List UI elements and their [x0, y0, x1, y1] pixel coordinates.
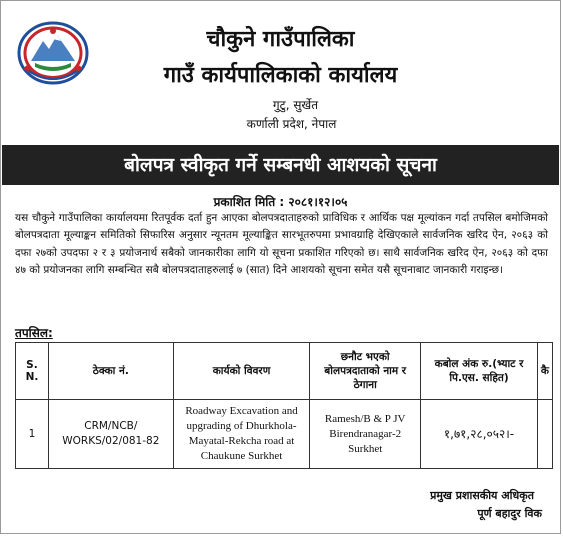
- details-section-title: तपसिल:: [15, 326, 53, 340]
- notice-body: यस चौकुने गाउँपालिका कार्यालयमा रितपूर्वक दर्ता हुन आएका बोलपत्रदाताहरुको प्राविधिक र आर्थिक पक्ष मूल्यांकन गर्दा तपसिल बमोजिमको बोलपत्रदाता मूल्याङ्कन समितिको सिफारिस अनुसार न्यूनतम मूल्याङ्कित सारभूतरुपमा प्रभावग्राहि देखिएकाले सार्वजनिक खरिद ऐन, २०६३ को दफा २७को उपदफा २ र ३ प्रयोजनार्थ सबैको जानकारीका लागि यो सूचना प्रकाशित गरिएको छ। साथै सार्वजनिक खरिद ऐन, २०६३ को दफा ४७ को प्रयोजनका लागि सम्बन्धित सबै बोलपत्रदाताहरुलाई ७ (सात) दिने आशयको सूचना समेत यसै सूचनाबाट जानकारी गराइन्छ।: [15, 212, 548, 276]
- office-subtitle: गाउँ कार्यपालिकाको कार्यालय: [163, 63, 398, 88]
- cell-bid-amount: १,७१,२८,०५२।-: [421, 400, 538, 469]
- header-sn: S. N.: [16, 343, 49, 400]
- signatory-name: पूर्ण बहादुर विक: [477, 507, 542, 520]
- office-name: चौकुने गाउँपालिका: [206, 27, 355, 52]
- header-bidder: छनौट भएको बोलपत्रदाताको नाम र ठेगाना: [310, 343, 421, 400]
- cell-contract-no: CRM/NCB/ WORKS/02/081-82: [48, 400, 173, 469]
- address-line-2: कर्णाली प्रदेश, नेपाल: [246, 117, 337, 131]
- cell-work-description: Roadway Excavation and upgrading of Dhurkhola- Mayatal-Rekcha road at Chaukune Surkhet: [173, 400, 310, 469]
- cell-remarks: [537, 400, 552, 469]
- cell-bidder: Ramesh/B & P JV Birendranagar-2 Surkhet: [310, 400, 421, 469]
- header-contract-no: ठेक्का नं.: [48, 343, 173, 400]
- tender-table: [15, 342, 553, 469]
- address-line-1: गुटु, सुर्खेत: [272, 98, 319, 112]
- header-remarks: कै: [537, 343, 552, 400]
- header-work-description: कार्यको विवरण: [173, 343, 310, 400]
- header-bid-amount: कबोल अंक रु.(भ्याट र पि.एस. सहित): [421, 343, 538, 400]
- signatory-title: प्रमुख प्रशासकीय अधिकृत: [430, 489, 534, 502]
- letterhead: [1, 1, 560, 139]
- notice-banner: बोलपत्र स्वीकृत गर्ने सम्बनधी आशयको सूचना: [2, 145, 559, 185]
- cell-sn: 1: [16, 400, 49, 469]
- published-date: प्रकाशित मिति : २०८१।१२।०५: [213, 195, 348, 209]
- table-header-row: [16, 343, 553, 400]
- table-row: [16, 400, 553, 469]
